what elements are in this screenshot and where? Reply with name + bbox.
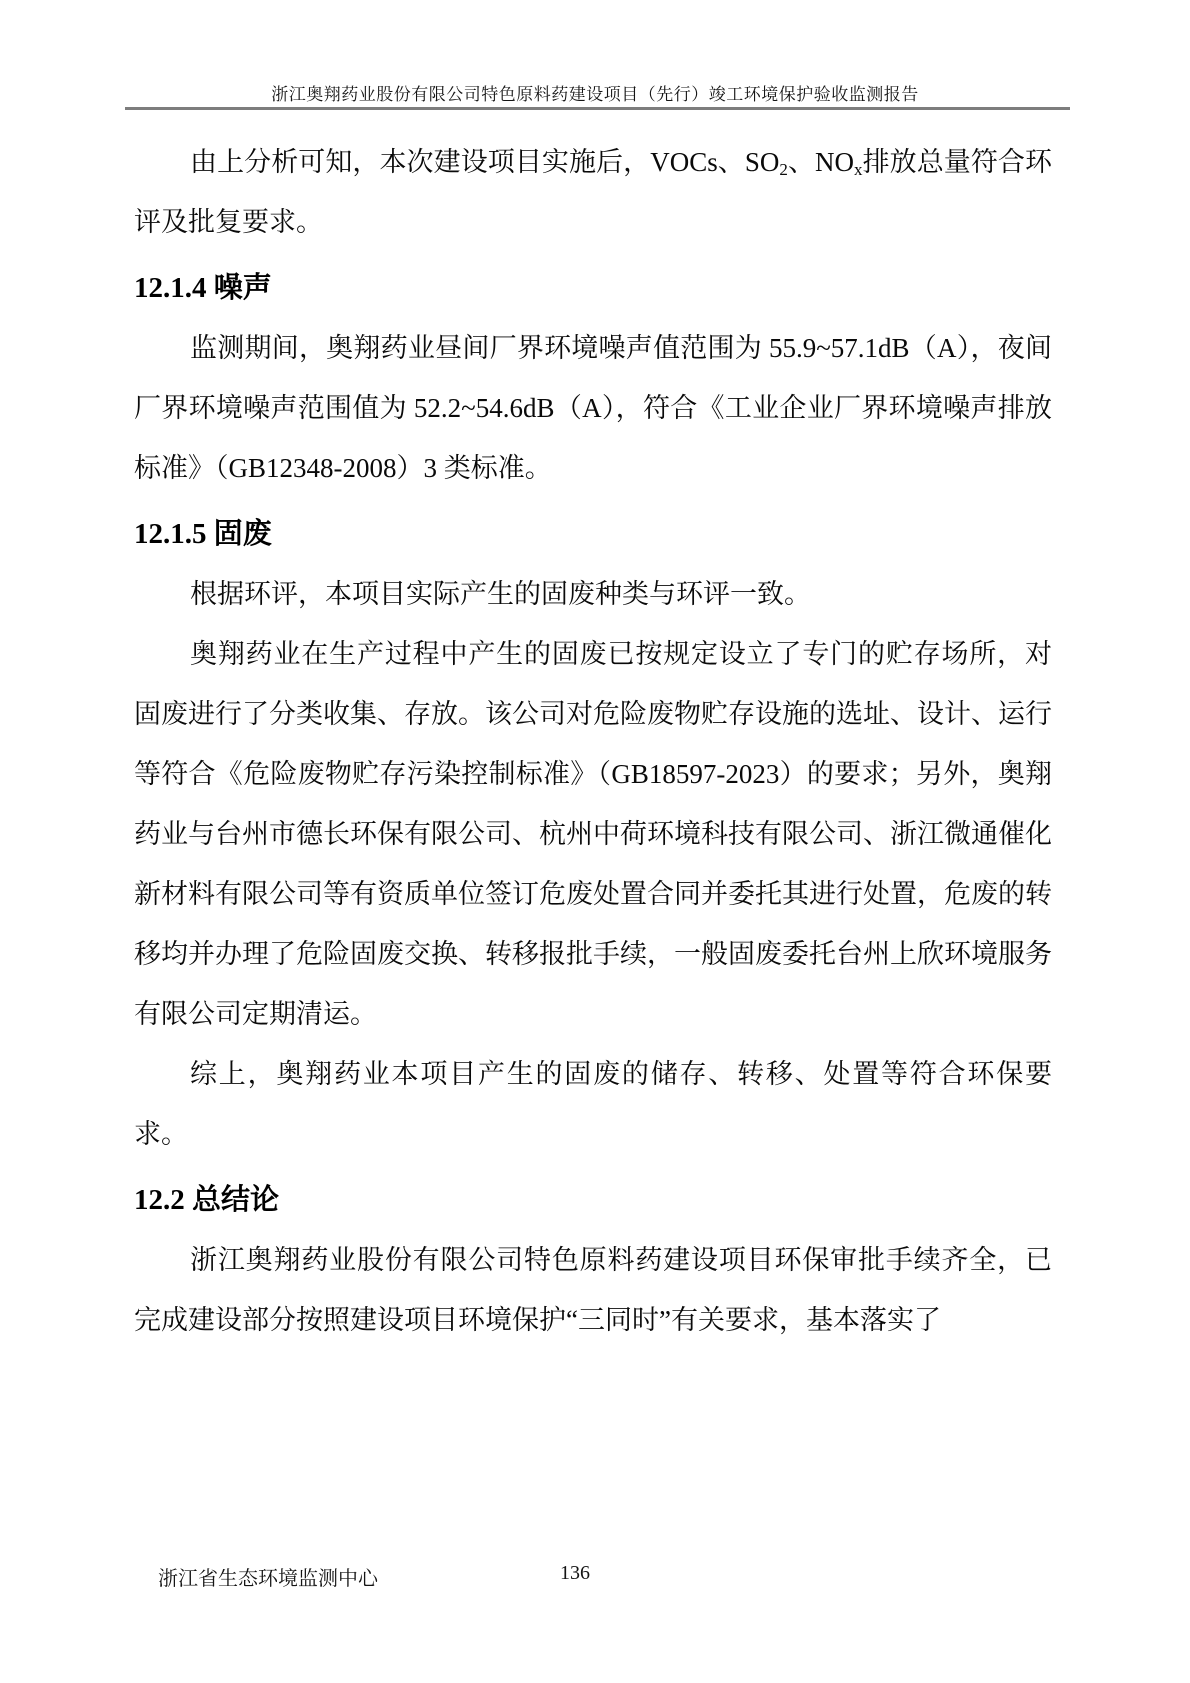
section-heading-conclusion: 12.2 总结论 [134,1184,280,1216]
header-rule [125,107,1070,110]
footer-page-number: 136 [560,1562,590,1584]
paragraph-solid-waste-handling: 奥翔药业在生产过程中产生的固废已按规定设立了专门的贮存场所，对固废进行了分类收集、存放。该公司对危险废物贮存设施的选址、设计、运行等符合《危险废物贮存污染控制标准》（GB18597-2023）的要求；另外，奥翔药业与台州市德长环保有限公司、杭州中荷环境科技有限公司、浙江微通催化新材料有限公司等有资质单位签订危废处置合同并委托其进行处置，危废的转移均并办理了危险固废交换、转移报批手续，一般固废委托台州上欣环境服务有限公司定期清运。 [134,639,1052,1029]
subscript-so2: 2 [779,160,788,179]
footer-organization: 浙江省生态环境监测中心 [158,1568,378,1590]
document-body [134,132,1052,1350]
running-header: 浙江奥翔药业股份有限公司特色原料药建设项目（先行）竣工环境保护验收监测报告 [271,85,919,104]
section-heading-solid-waste: 12.1.5 固废 [134,518,272,550]
section-heading-noise: 12.1.4 噪声 [134,272,272,304]
subscript-nox: x [854,160,863,179]
paragraph-conclusion: 浙江奥翔药业股份有限公司特色原料药建设项目环保审批手续齐全，已完成建设部分按照建设项目环境保护“三同时”有关要求，基本落实了 [134,1245,1052,1335]
paragraph-noise: 监测期间，奥翔药业昼间厂界环境噪声值范围为 55.9~57.1dB（A），夜间厂界环境噪声范围值为 52.2~54.6dB（A），符合《工业企业厂界环境噪声排放标准》（GB12348-2008）3 类标准。 [134,333,1052,483]
paragraph-text: 排放总量符合环评及批复要求。 [134,147,1053,237]
paragraph-solid-waste-types: 根据环评，本项目实际产生的固废种类与环评一致。 [190,579,811,609]
paragraph-text: 由上分析可知，本次建设项目实施后，VOCs、SO [190,147,780,177]
paragraph-emission-summary [134,132,1052,252]
paragraph-solid-waste-summary: 综上，奥翔药业本项目产生的固废的储存、转移、处置等符合环保要求。 [134,1059,1052,1149]
paragraph-text: 、NO [787,147,855,177]
